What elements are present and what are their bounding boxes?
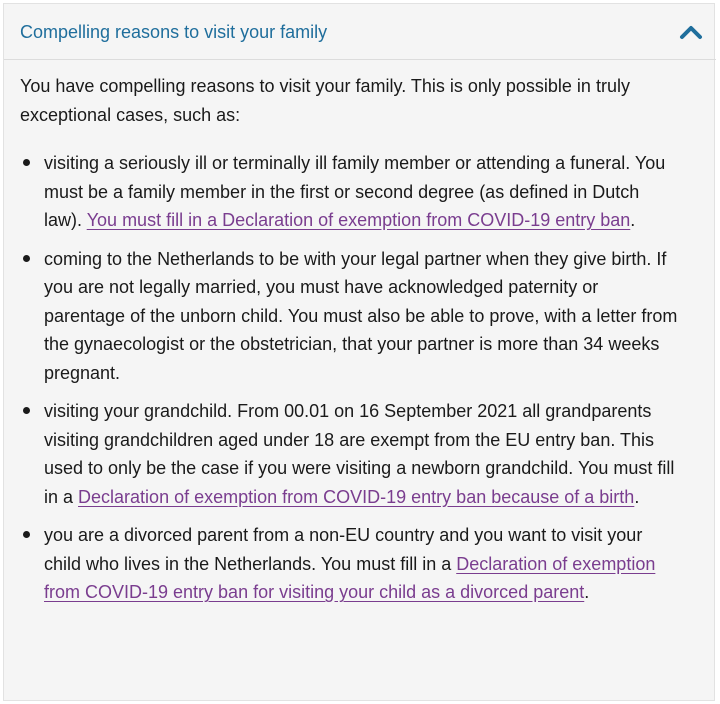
item-text: coming to the Netherlands to be with your legal partner when they give birth. If you are not legally married, you must have acknowledged paternity or parentage of the unborn child. You must also be able to prove, with a letter from the gynaecologist or the obstetrician, that your partner is more than 34 weeks pregnant. — [44, 248, 678, 383]
accordion-header[interactable] — [4, 4, 716, 60]
declaration-divorced-parent-link[interactable]: Declaration of exemption from COVID-19 entry ban for visiting your child as a divorced parent — [44, 553, 656, 602]
list-item — [20, 149, 680, 235]
declaration-birth-link[interactable]: Declaration of exemption from COVID-19 entry ban because of a birth — [78, 486, 635, 507]
bullet-icon — [23, 255, 30, 262]
chevron-up-icon[interactable] — [678, 21, 704, 43]
accordion-content — [20, 72, 680, 617]
bullet-icon — [23, 407, 30, 414]
item-punctuation: . — [634, 486, 640, 507]
item-punctuation: . — [630, 210, 636, 230]
item-text: visiting your grandchild. From 00.01 on 16 September 2021 all grandparents visiting grandchildren aged under 18 are exempt from the EU entry ban. This used to only be the case if you were visiting a newborn grandchild. You must fill in a — [44, 401, 675, 507]
intro-text: You have compelling reasons to visit your family. This is only possible in truly exceptional cases, such as: — [20, 76, 630, 125]
list-item — [20, 521, 680, 607]
bullet-icon — [23, 159, 30, 166]
bullet-icon — [23, 531, 30, 538]
accordion-panel — [3, 3, 715, 701]
reasons-list — [20, 149, 680, 607]
declaration-exemption-link[interactable]: You must fill in a Declaration of exemption from COVID-19 entry ban — [86, 210, 631, 230]
item-text: you are a divorced parent from a non-EU country and you want to visit your child who lives in the Netherlands. You must fill in a — [44, 525, 643, 574]
accordion-title[interactable]: Compelling reasons to visit your family — [20, 22, 328, 42]
item-text: visiting a seriously ill or terminally ill family member or attending a funeral. You must be a family member in the first or second degree (as defined in Dutch law). — [44, 153, 666, 230]
list-item — [20, 397, 680, 511]
item-punctuation: . — [584, 582, 590, 602]
list-item — [20, 245, 680, 388]
